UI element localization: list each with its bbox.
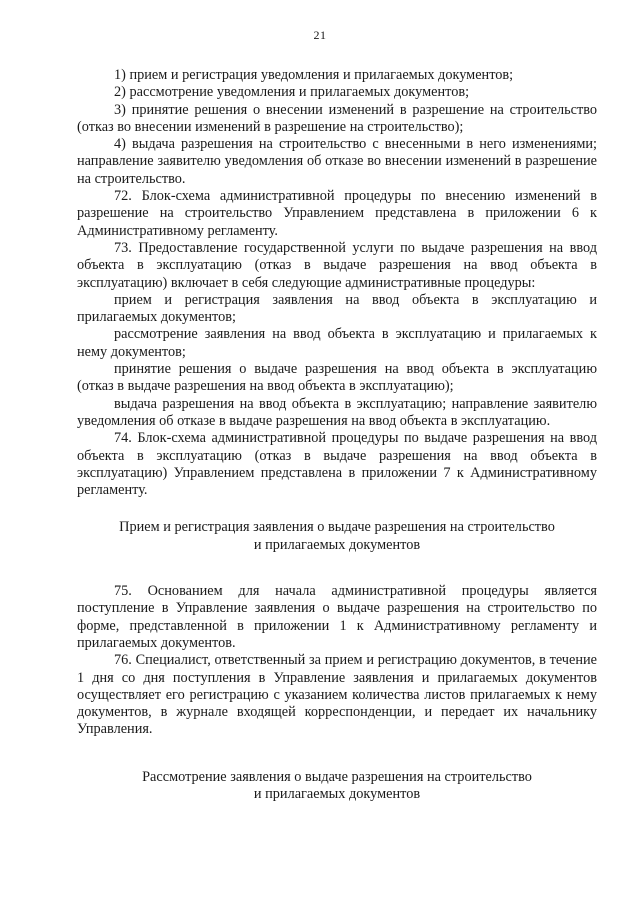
section-heading-line-2: и прилагаемых документов bbox=[253, 536, 421, 553]
section-heading-line-2: и прилагаемых документов bbox=[253, 785, 421, 802]
paragraph-item-3: 3) принятие решения о внесении изменений в разрешение на строительство (отказ во внесении изменений в разрешение на строительство); bbox=[77, 101, 597, 135]
section-heading-line-1: Прием и регистрация заявления о выдаче разрешения на строительство bbox=[119, 519, 555, 536]
page-number: 21 bbox=[313, 28, 327, 42]
section-body-reception bbox=[77, 583, 597, 739]
page-content bbox=[77, 67, 597, 803]
paragraph-75: 75. Основанием для начала административной процедуры является поступление в Управление заявления о выдаче разрешения на строительство по форме, представленной в приложении 1 к Административному регламенту и прилагаемых документов. bbox=[77, 583, 597, 651]
paragraph-item-1: 1) прием и регистрация уведомления и прилагаемых документов; bbox=[114, 67, 514, 83]
paragraph-74: 74. Блок-схема административной процедуры по выдаче разрешения на ввод объекта в эксплуатацию (отказ в выдаче разрешения на ввод объекта в эксплуатацию) Управлением представлена в приложении 7 к Административному регламенту. bbox=[77, 430, 597, 499]
paragraph-72: 72. Блок-схема административной процедуры по внесению изменений в разрешение на строительство Управлением представлена в приложении 6 к Административному регламенту. bbox=[77, 188, 597, 239]
paragraph-73-item-3: принятие решения о выдаче разрешения на ввод объекта в эксплуатацию (отказ в выдаче разрешения на ввод объекта в эксплуатацию); bbox=[77, 361, 597, 395]
paragraph-73-item-4: выдача разрешения на ввод объекта в эксплуатацию; направление заявителю уведомления об отказе в выдаче разрешения на ввод объекта в эксплуатацию. bbox=[77, 395, 597, 429]
paragraph-73-item-2: рассмотрение заявления на ввод объекта в эксплуатацию и прилагаемых к нему документов; bbox=[77, 326, 597, 360]
paragraph-item-4: 4) выдача разрешения на строительство с внесенными в него изменениями; направление заявителю уведомления об отказе во внесении изменений в разрешение на строительство. bbox=[77, 136, 597, 187]
section-heading-review bbox=[77, 769, 597, 804]
paragraph-73: 73. Предоставление государственной услуги по выдаче разрешения на ввод объекта в эксплуатацию (отказ в выдаче разрешения на ввод объекта в эксплуатацию) включает в себя следующие административные процедуры: bbox=[77, 239, 597, 291]
paragraph-item-2: 2) рассмотрение уведомления и прилагаемых документов; bbox=[114, 84, 470, 101]
section-heading-reception bbox=[77, 519, 597, 554]
paragraph-73-item-1: прием и регистрация заявления на ввод объекта в эксплуатацию и прилагаемых документов; bbox=[77, 291, 597, 326]
paragraph-76: 76. Специалист, ответственный за прием и регистрацию документов, в течение 1 дня со дня поступления в Управление заявления и прилагаемых документов осуществляет его регистрацию с указанием количества листов прилагаемых к нему документов, в журнале входящей корреспонденции, и передает их начальнику Управления. bbox=[77, 652, 597, 738]
section-heading-line-1: Рассмотрение заявления о выдаче разрешения на строительство bbox=[142, 768, 532, 785]
